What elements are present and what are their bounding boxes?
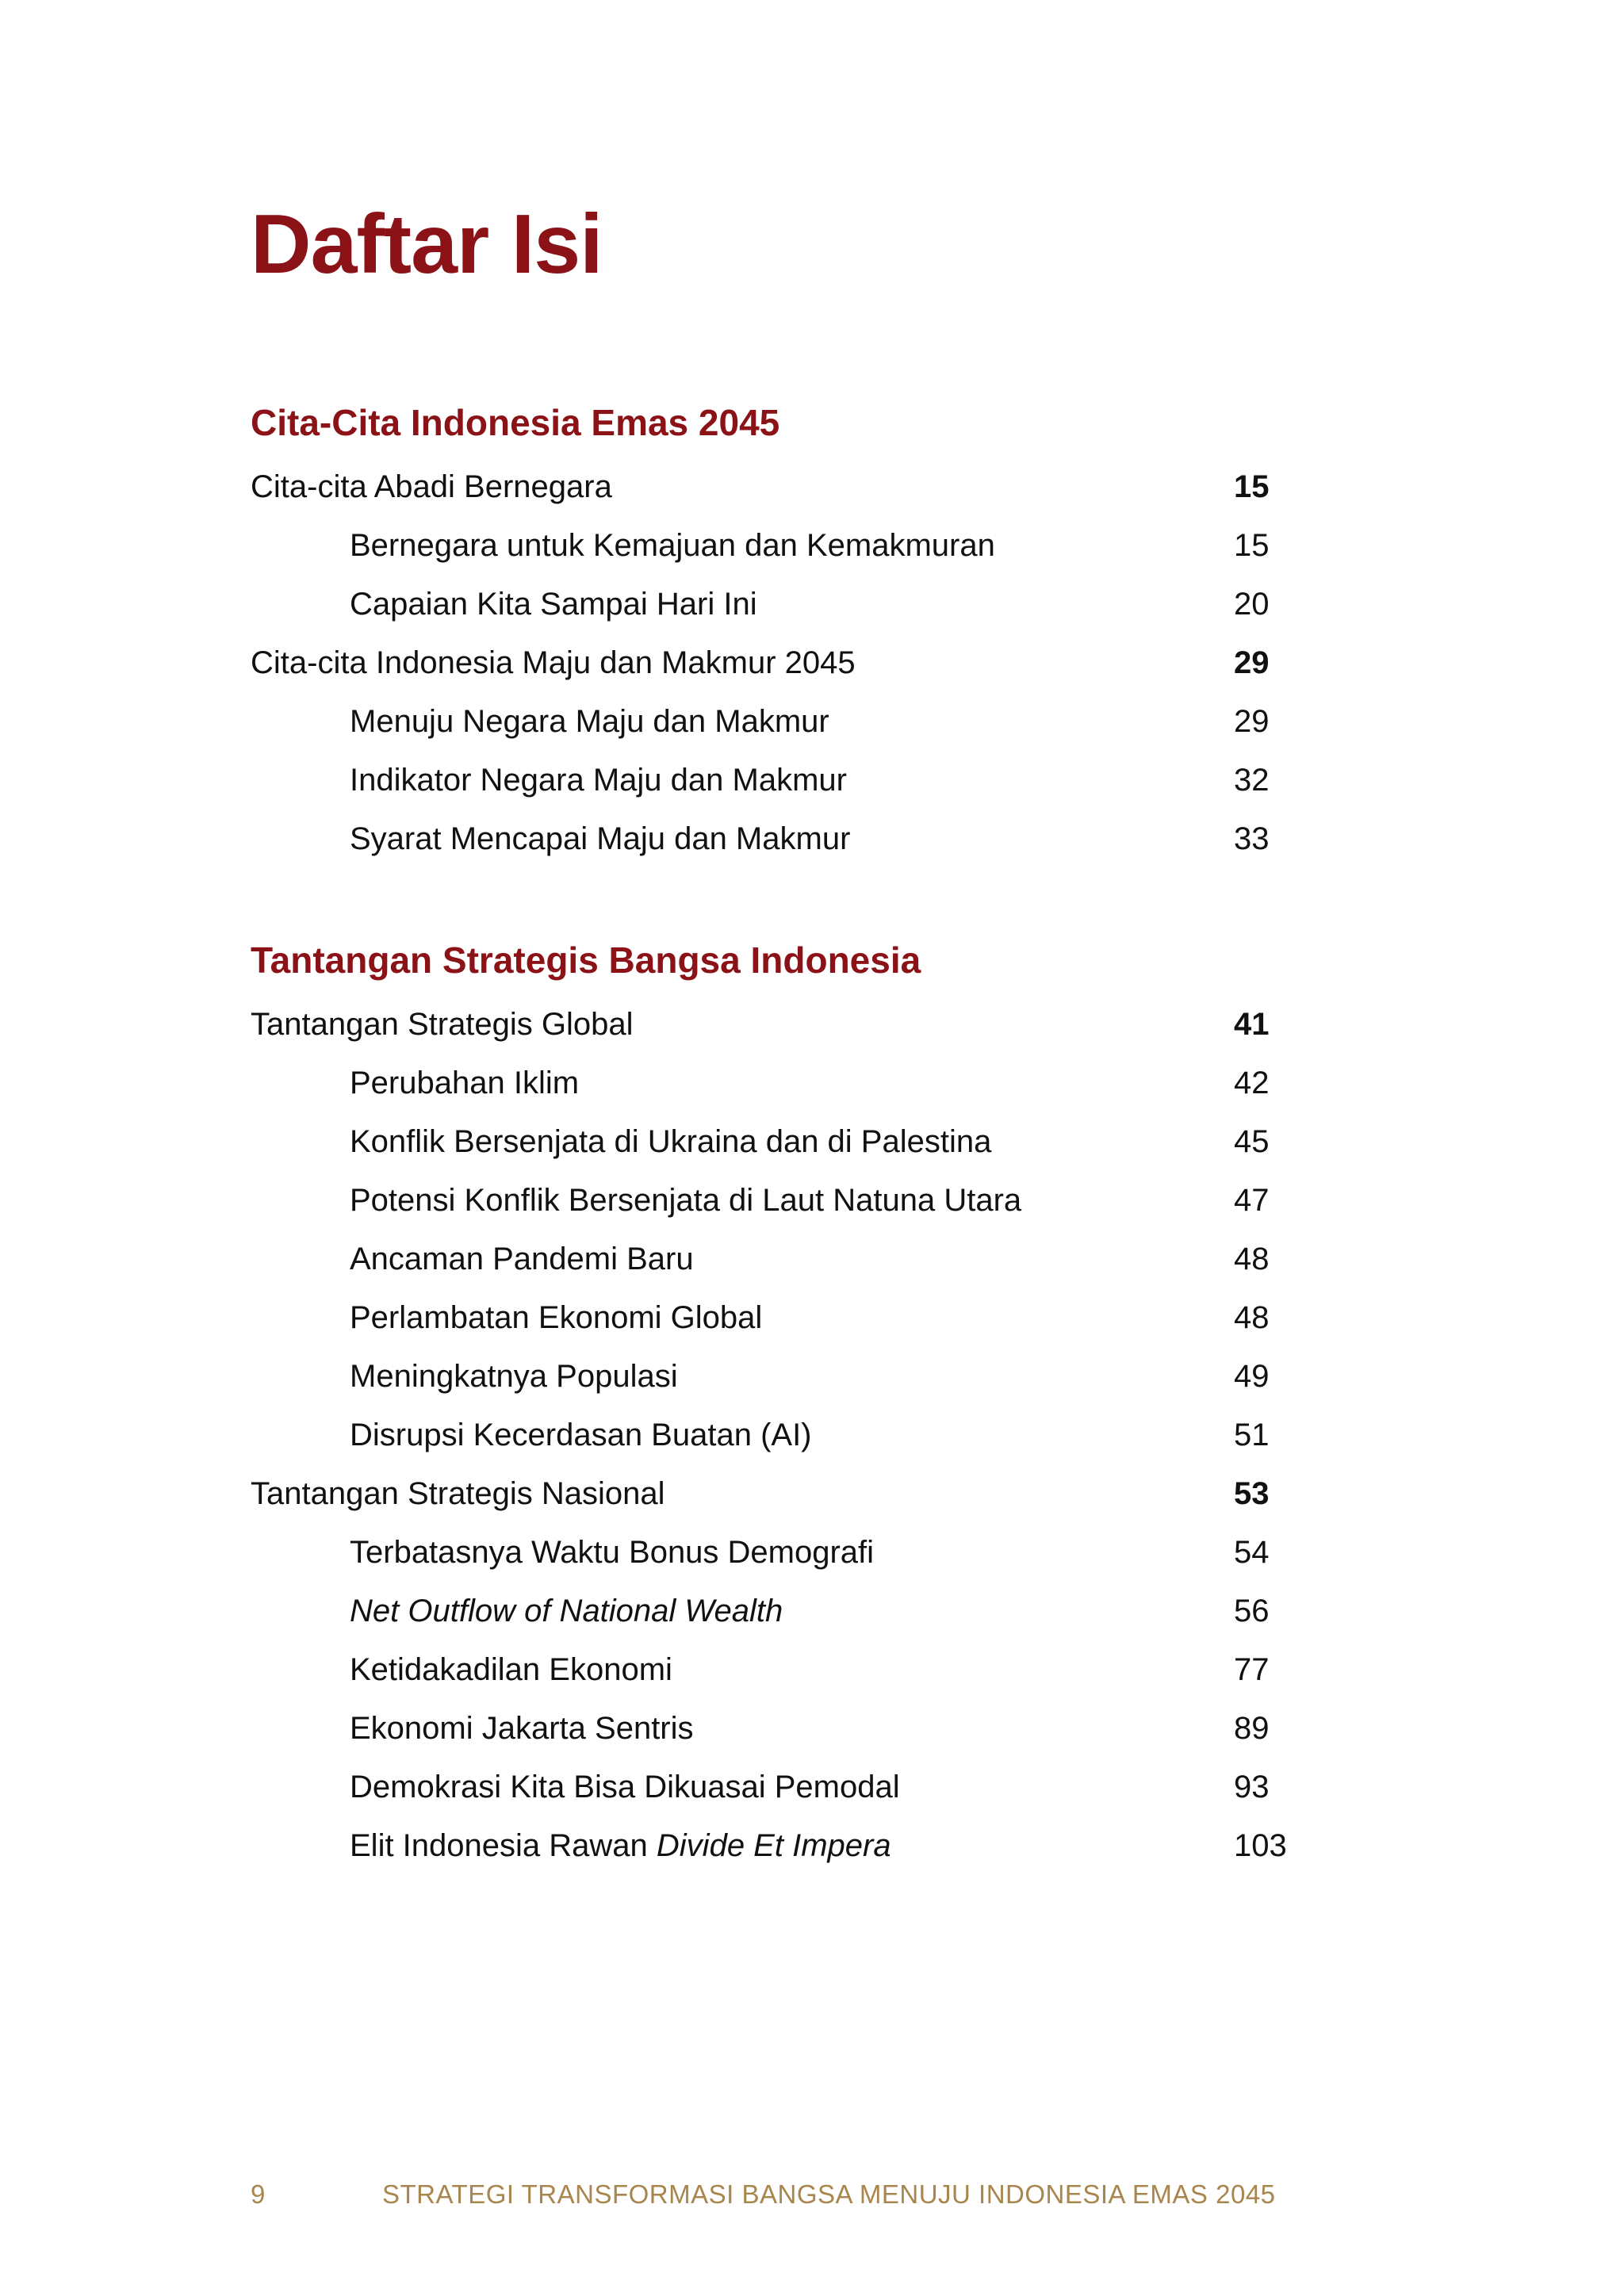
- toc-entry-label-plain: Elit Indonesia Rawan: [350, 1828, 657, 1863]
- toc-entry-label: Tantangan Strategis Global: [251, 1007, 634, 1042]
- toc-entry[interactable]: [251, 522, 1297, 569]
- toc-entry-label: Demokrasi Kita Bisa Dikuasai Pemodal: [350, 1770, 900, 1804]
- toc-entry[interactable]: [251, 1001, 1297, 1048]
- toc-entry-page: 48: [1234, 1242, 1270, 1276]
- toc-entry[interactable]: [251, 1763, 1297, 1811]
- toc-entry-label: Capaian Kita Sampai Hari Ini: [350, 587, 757, 622]
- toc-entry-label: Cita-cita Indonesia Maju dan Makmur 2045: [251, 645, 856, 680]
- toc-entry[interactable]: [251, 1177, 1297, 1224]
- toc-entry-label: Ketidakadilan Ekonomi: [350, 1652, 672, 1687]
- toc-entry-label: Indikator Negara Maju dan Makmur: [350, 763, 847, 798]
- toc-entry-page: 54: [1234, 1535, 1270, 1570]
- toc-entry-page: 77: [1234, 1652, 1270, 1687]
- toc-entry[interactable]: [251, 463, 1297, 511]
- toc-entry-page: 33: [1234, 821, 1270, 856]
- toc-entry-label: Tantangan Strategis Nasional: [251, 1476, 665, 1511]
- toc-entry[interactable]: [251, 698, 1297, 745]
- toc-entry-page: 42: [1234, 1066, 1270, 1100]
- toc-entry-label: Syarat Mencapai Maju dan Makmur: [350, 821, 851, 856]
- toc-entry[interactable]: [251, 580, 1297, 628]
- toc-entry-label: Perlambatan Ekonomi Global: [350, 1300, 763, 1335]
- page-title: Daftar Isi: [251, 197, 603, 291]
- toc-entry-page: 93: [1234, 1770, 1270, 1804]
- section-heading-tantangan: Tantangan Strategis Bangsa Indonesia: [251, 939, 921, 981]
- toc-entry-page: 29: [1234, 645, 1270, 680]
- toc-entry-page: 20: [1234, 587, 1270, 622]
- toc-entry-label: Meningkatnya Populasi: [350, 1359, 678, 1394]
- toc-entry-label: Terbatasnya Waktu Bonus Demografi: [350, 1535, 875, 1570]
- toc-entry[interactable]: [251, 1059, 1297, 1107]
- toc-entry-page: 48: [1234, 1300, 1270, 1335]
- toc-entry-page: 15: [1234, 528, 1270, 563]
- toc-entry-label: [251, 1830, 891, 1862]
- toc-entry[interactable]: [251, 1822, 1297, 1869]
- toc-entry[interactable]: [251, 1353, 1297, 1400]
- toc-entry-label: Bernegara untuk Kemajuan dan Kemakmuran: [350, 528, 995, 563]
- toc-entry[interactable]: [251, 756, 1297, 804]
- toc-entry[interactable]: [251, 1587, 1297, 1635]
- toc-entry-page: 15: [1234, 469, 1270, 504]
- toc-entry[interactable]: [251, 1470, 1297, 1517]
- section-heading-cita-cita: Cita-Cita Indonesia Emas 2045: [251, 402, 780, 443]
- toc-entry-label: Menuju Negara Maju dan Makmur: [350, 704, 829, 739]
- footer-page-number: 9: [251, 2179, 266, 2209]
- toc-entry-page: 49: [1234, 1359, 1270, 1394]
- toc-entry[interactable]: [251, 1411, 1297, 1459]
- toc-entry[interactable]: [251, 1118, 1297, 1165]
- toc-entry[interactable]: [251, 1294, 1297, 1341]
- toc-entry-page: 41: [1234, 1007, 1270, 1042]
- footer-running-title: STRATEGI TRANSFORMASI BANGSA MENUJU INDONESIA EMAS 2045: [382, 2179, 1276, 2209]
- toc-entry-label: Disrupsi Kecerdasan Buatan (AI): [350, 1418, 812, 1452]
- toc-entry-page: 103: [1234, 1828, 1287, 1863]
- toc-entry-page: 29: [1234, 704, 1270, 739]
- toc-entry-label: Konflik Bersenjata di Ukraina dan di Palestina: [350, 1124, 992, 1159]
- toc-entry-page: 47: [1234, 1183, 1270, 1218]
- toc-entry-label: Cita-cita Abadi Bernegara: [251, 469, 612, 504]
- toc-entry[interactable]: [251, 639, 1297, 687]
- toc-entry[interactable]: [251, 815, 1297, 863]
- toc-entry-page: 56: [1234, 1594, 1270, 1628]
- toc-entry[interactable]: [251, 1705, 1297, 1752]
- toc-entry-page: 51: [1234, 1418, 1270, 1452]
- toc-entry[interactable]: [251, 1529, 1297, 1576]
- toc-entry-label: Net Outflow of National Wealth: [350, 1594, 783, 1628]
- toc-entry-label: Potensi Konflik Bersenjata di Laut Natuna Utara: [350, 1183, 1022, 1218]
- toc-entry-page: 89: [1234, 1711, 1270, 1746]
- toc-entry-label: Perubahan Iklim: [350, 1066, 580, 1100]
- toc-entry-page: 32: [1234, 763, 1270, 798]
- toc-entry-page: 45: [1234, 1124, 1270, 1159]
- toc-entry-label: Ekonomi Jakarta Sentris: [350, 1711, 694, 1746]
- toc-entry-label: Ancaman Pandemi Baru: [350, 1242, 694, 1276]
- toc-entry[interactable]: [251, 1235, 1297, 1283]
- toc-entry[interactable]: [251, 1646, 1297, 1693]
- toc-entry-label-italic: Divide Et Impera: [656, 1828, 891, 1863]
- toc-entry-page: 53: [1234, 1476, 1270, 1511]
